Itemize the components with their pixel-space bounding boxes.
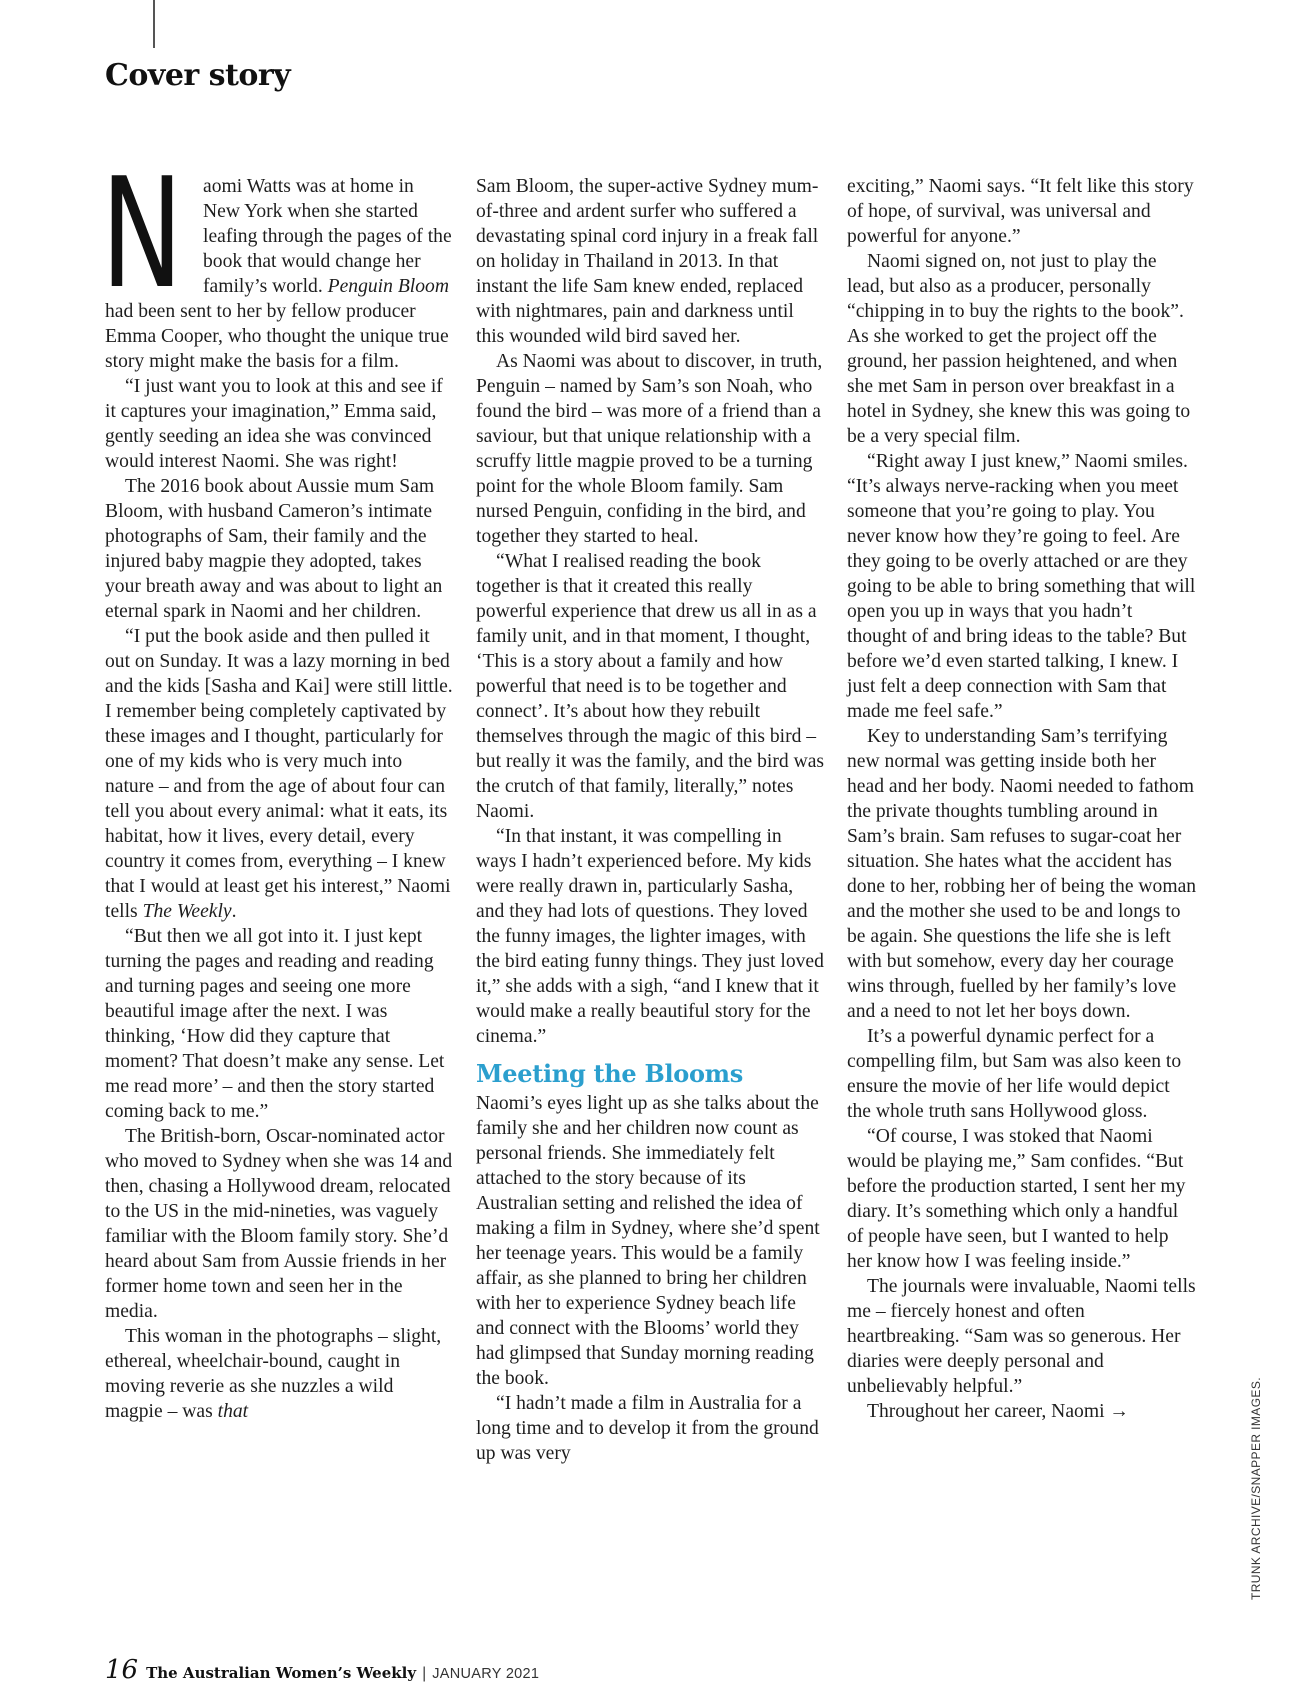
top-rule — [153, 0, 155, 48]
text-run: had been sent to her by fellow producer Emma Cooper, who thought the unique true story might make the basis for a film. — [105, 301, 449, 372]
article-column-3 — [847, 174, 1197, 1424]
article-paragraph: The 2016 book about Aussie mum Sam Bloom, with husband Cameron’s intimate photographs of Sam, their family and the injured baby magpie they adopted, takes your breath away and was about to light an eternal spark in Naomi and her children. — [105, 476, 443, 622]
article-paragraph — [105, 624, 455, 924]
article-paragraph: Sam Bloom, the super-active Sydney mum-of-three and ardent surfer who suffered a devastating spinal cord injury in a freak fall on holiday in Thailand in 2013. In that instant the life Sam knew ended, replaced with nightmares, pain and darkness until this wounded wild bird saved her. — [476, 176, 819, 347]
article-paragraph: “In that instant, it was compelling in ways I hadn’t experienced before. My kids were really drawn in, particularly Sasha, and they had lots of questions. They loved the funny images, the lighter images, with the bird eating funny things. They just loved it,” she adds with a sigh, “and I knew that it would make a really beautiful story for the cinema.” — [476, 826, 824, 1047]
issue-date: JANUARY 2021 — [432, 1666, 540, 1682]
article-paragraph: “But then we all got into it. I just kept turning the pages and reading and reading and turning pages and seeing one more beautiful image after the next. I was thinking, ‘How did they capture that moment? That doesn’t make any sense. Let me read more’ – and then the story started coming back to me.” — [105, 926, 445, 1122]
article-paragraph: “Of course, I was stoked that Naomi would be playing me,” Sam confides. “But before the production started, I sent her my diary. It’s something which only a handful of people have seen, but I wanted to help her know how I was feeling inside.” — [847, 1126, 1186, 1272]
section-label: Cover story — [105, 58, 291, 93]
article-paragraph: exciting,” Naomi says. “It felt like this story of hope, of survival, was universal and powerful for anyone.” — [847, 176, 1194, 247]
article-column-1 — [101, 145, 455, 1424]
article-paragraph: Throughout her career, Naomi → — [867, 1401, 1129, 1422]
footer-separator: | — [422, 1665, 427, 1682]
article-paragraph: “I hadn’t made a film in Australia for a long time and to develop it from the ground up was very — [476, 1393, 819, 1464]
drop-cap: N — [101, 145, 183, 322]
book-title: Penguin Bloom — [327, 276, 449, 297]
text-run: “I put the book aside and then pulled it out on Sunday. It was a lazy morning in bed and the kids [Sasha and Kai] were still little. I remember being completely captivated by these images and I thought, particularly for one of my kids who is very much into nature – and from the age of about four can tell you about every animal: what it eats, its habitat, how it lives, every detail, every country it comes from, everything – I knew that I would at least get his interest,” Naomi tells — [105, 626, 453, 922]
article-paragraph: As Naomi was about to discover, in truth, Penguin – named by Sam’s son Noah, who found the bird – was more of a friend than a saviour, but that unique relationship with a scruffy little magpie proved to be a turning point for the whole Bloom family. Sam nursed Penguin, confiding in the bird, and together they started to heal. — [476, 351, 823, 547]
page-number: 16 — [105, 1655, 139, 1685]
text-run: aomi Watts was at home in New York when she started leafing through the pages of the book that would change her family’s world. — [203, 176, 452, 297]
article-paragraph: Key to understanding Sam’s terrifying new normal was getting inside both her head and her body. Naomi needed to fathom the private thoughts tumbling around in Sam’s brain. Sam refuses to sugar-coat her situation. She hates what the accident has done to her, robbing her of being the woman and the mother she used to be and longs to be again. She questions the life she is left with but somehow, every day her courage wins through, fuelled by her family’s love and a need to not let her boys down. — [847, 726, 1197, 1022]
article-column-2 — [476, 174, 826, 1466]
article-paragraph: It’s a powerful dynamic perfect for a compelling film, but Sam was also keen to ensure the movie of her life would depict the whole truth sans Hollywood gloss. — [847, 1026, 1182, 1122]
lead-paragraph-wrap — [101, 145, 455, 374]
article-paragraph: “I just want you to look at this and see if it captures your imagination,” Emma said, gently seeding an idea she was convinced would interest Naomi. She was right! — [105, 376, 443, 472]
article-paragraph — [105, 1324, 455, 1424]
article-paragraph: “What I realised reading the book together is that it created this really powerful experience that drew us all in as a family unit, and in that moment, I thought, ‘This is a story about a family and how powerful that need is to be together and connect’. It’s about how they rebuilt themselves through the magic of this bird – but really it was the family, and the bird was the crutch of that family, literally,” notes Naomi. — [476, 551, 825, 822]
text-run: . — [231, 901, 237, 922]
emphasis: that — [217, 1401, 249, 1422]
magazine-name: The Australian Women’s Weekly — [146, 1664, 417, 1682]
page-footer — [105, 1655, 539, 1685]
publication-title: The Weekly — [142, 901, 232, 922]
article-paragraph: The journals were invaluable, Naomi tells me – fiercely honest and often heartbreaking. “Sam was so generous. Her diaries were deeply personal and unbelievably helpful.” — [847, 1276, 1196, 1397]
subheading: Meeting the Blooms — [476, 1059, 743, 1088]
article-paragraph: The British-born, Oscar-nominated actor who moved to Sydney when she was 14 and then, chasing a Hollywood dream, relocated to the US in the mid-nineties, was vaguely familiar with the Bloom family story. She’d heard about Sam from Aussie friends in her former home town and seen her in the media. — [105, 1126, 453, 1322]
article-paragraph: “Right away I just knew,” Naomi smiles. “It’s always nerve-racking when you meet someone that you’re going to play. You never know how they’re going to feel. Are they going to be overly attached or are they going to be able to bring something that will open you up in ways that you hadn’t thought of and bring ideas to the table? But before we’d even started talking, I knew. I just felt a deep connection with Sam that made me feel safe.” — [847, 451, 1196, 722]
article-paragraph: Naomi signed on, not just to play the lead, but also as a producer, personally “chipping in to buy the rights to the book”. As she worked to get the project off the ground, her passion heightened, and when she met Sam in person over breakfast in a hotel in Sydney, she knew this was going to be a very special film. — [847, 251, 1191, 447]
photo-credit: TRUNK ARCHIVE/SNAPPER IMAGES. — [1249, 1377, 1263, 1600]
text-run: This woman in the photographs – slight, ethereal, wheelchair-bound, caught in moving reverie as she nuzzles a wild magpie – was — [105, 1326, 442, 1422]
article-paragraph: Naomi’s eyes light up as she talks about the family she and her children now count as personal friends. She immediately felt attached to the story because of its Australian setting and relished the idea of making a film in Sydney, where she’d spent her teenage years. This would be a family affair, as she planned to bring her children with her to experience Sydney beach life and connect with the Blooms’ world they had glimpsed that Sunday morning reading the book. — [476, 1093, 820, 1389]
